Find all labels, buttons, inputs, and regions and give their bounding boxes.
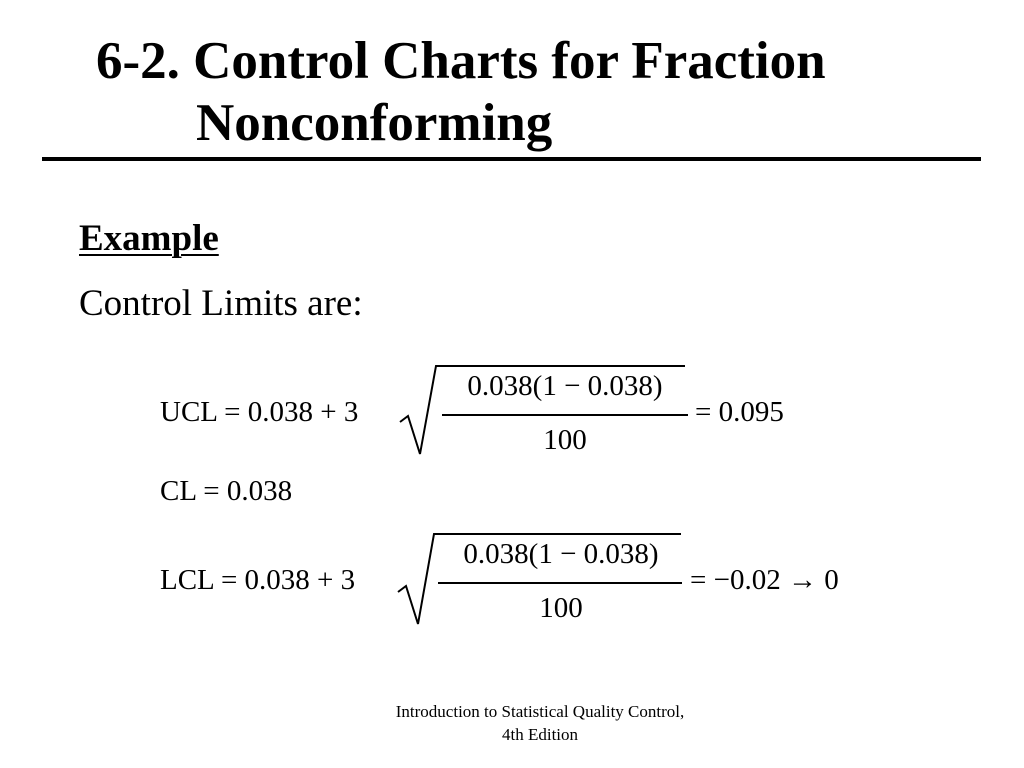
cl-text: CL = 0.038 [160, 475, 293, 507]
section-heading: Example [79, 218, 219, 259]
slide-title-line1: 6-2. Control Charts for Fraction [96, 32, 826, 90]
ucl-numerator: 0.038(1 − 0.038) [467, 370, 663, 402]
slide-title-line2: Nonconforming [196, 94, 553, 152]
lcl-fraction-bar [438, 582, 682, 584]
ucl-result: = 0.095 [695, 396, 784, 428]
lcl-result: = −0.02 → 0 [690, 564, 839, 596]
lcl-lhs: LCL = 0.038 + 3 [160, 564, 356, 596]
lcl-denominator: 100 [539, 592, 583, 624]
cl-formula [160, 475, 460, 515]
lcl-numerator: 0.038(1 − 0.038) [463, 538, 659, 570]
footer-line2: 4th Edition [501, 725, 579, 744]
ucl-lhs: UCL = 0.038 + 3 [160, 396, 359, 428]
footer [340, 700, 740, 746]
slide-title [96, 30, 826, 154]
ucl-formula [160, 360, 820, 460]
lcl-formula [160, 530, 900, 630]
footer-line1: Introduction to Statistical Quality Control, [395, 702, 685, 721]
title-divider [42, 157, 981, 161]
ucl-fraction-bar [442, 414, 688, 416]
intro-text: Control Limits are: [79, 283, 363, 324]
ucl-denominator: 100 [543, 424, 587, 456]
